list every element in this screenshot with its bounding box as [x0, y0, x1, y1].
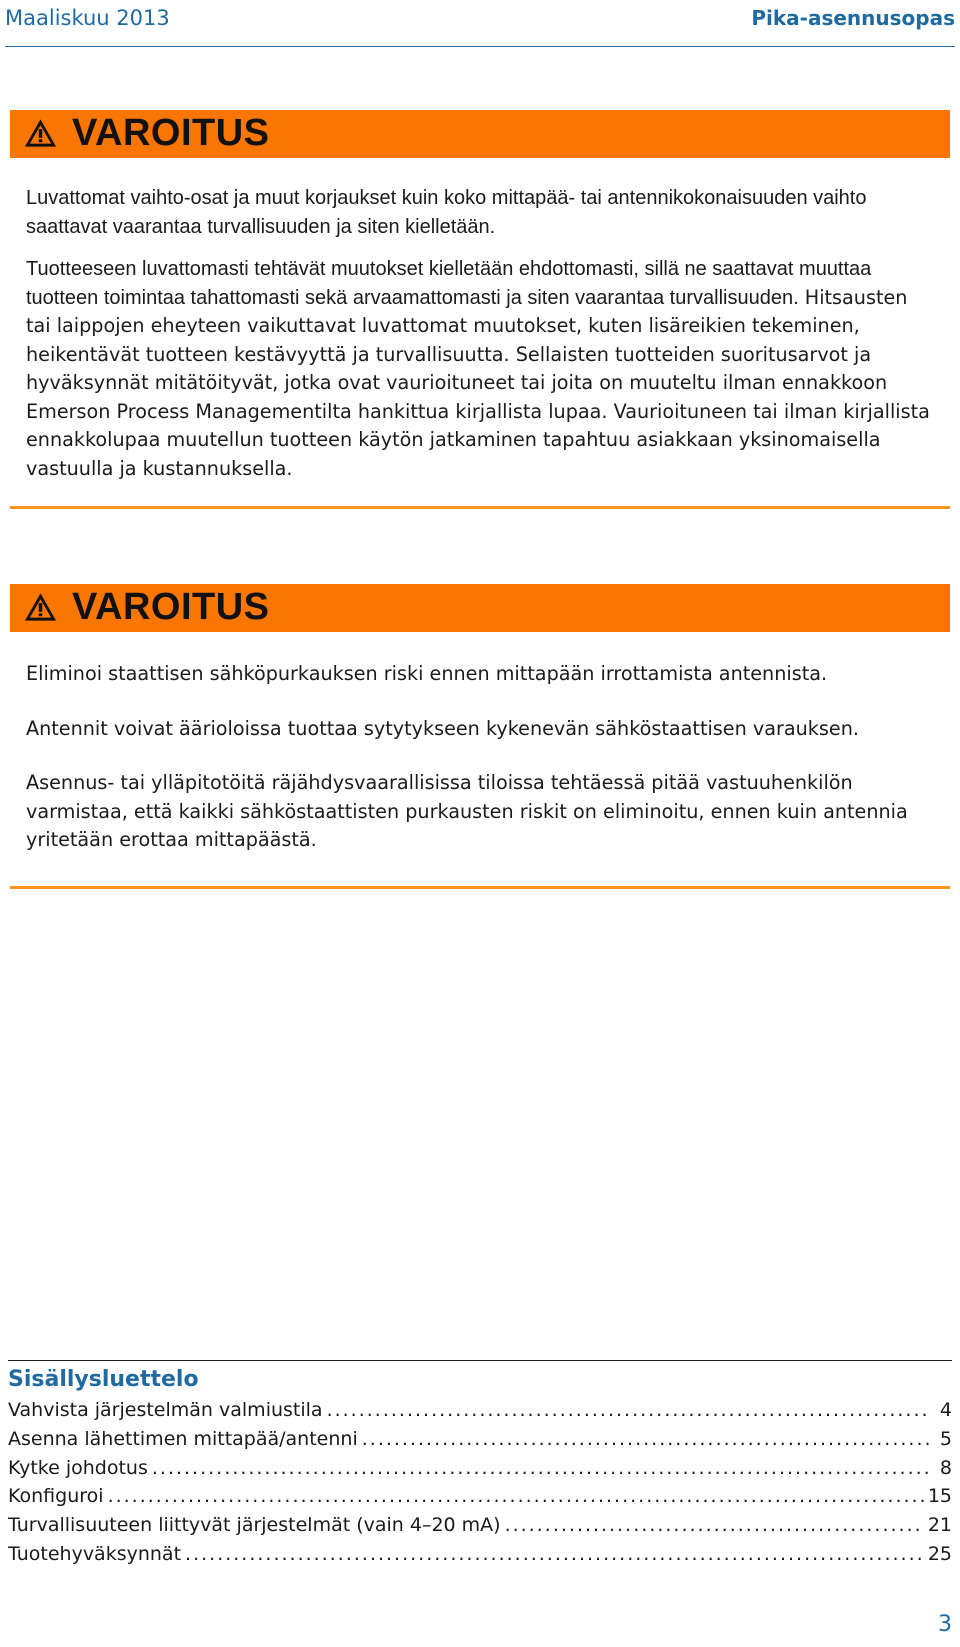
section-divider	[10, 886, 950, 889]
toc-entry-label: Vahvista järjestelmän valmiustila	[8, 1399, 323, 1421]
warning-paragraph: Hitsausten tai laippojen eheyteen vaikuttavat luvattomat muutokset, kuten lisäreikien tekeminen, heikentävät tuotteen kestävyyttä ja turvallisuutta. Sellaisten tuotteiden suoritusarvot ja hyväksynnät mitätöityvät, jotka ovat vaurioituneet tai joita on muuteltu ilman ennakkoon Emerson Process Managementilta hankittua kirjallista lupaa. Vaurioituneen tai ilman kirjallista ennakkolupaa muutellun tuotteen käytön jatkaminen tapahtuu asiakkaan yksinomaisella vastuulla ja kustannuksella.	[26, 285, 930, 480]
toc-entry-page: 8	[939, 1456, 952, 1479]
toc-entry[interactable]	[8, 1457, 952, 1486]
toc-entry[interactable]	[8, 1514, 952, 1543]
toc-divider	[8, 1360, 952, 1361]
section-divider	[10, 506, 950, 509]
toc-entry-page: 4	[939, 1399, 952, 1421]
warning-paragraph: Asennus- tai ylläpitotöitä räjähdysvaarallisissa tiloissa tehtäessä pitää vastuuhenkilön varmistaa, että kaikki sähköstaattisten purkausten riskit on eliminoitu, ennen kuin antennia yritetään erottaa mittapäästä.	[26, 771, 908, 851]
warning-box-2	[10, 584, 950, 855]
warning-paragraph: Tuotteeseen luvattomasti tehtävät muutokset kielletään ehdottomasti, sillä ne saattavat muuttaa tuotteen toimintaa tahattomasti sekä arvaamattomasti ja siten vaarantaa turvallisuuden.	[26, 258, 872, 309]
toc-entry-page: 5	[939, 1427, 952, 1450]
warning-bar	[10, 110, 950, 158]
warning-title: VAROITUS	[72, 112, 270, 154]
toc-entry-label: Asenna lähettimen mittapää/antenni	[8, 1427, 358, 1450]
toc-entry-page: 25	[927, 1542, 952, 1565]
warning-paragraph: Luvattomat vaihto-osat ja muut korjaukset kuin koko mittapää- tai antennikokonaisuuden vaihto saattavat vaarantaa turvallisuuden ja siten kielletään.	[26, 187, 867, 238]
toc-entry-page: 21	[927, 1514, 952, 1537]
warning-bar	[10, 584, 950, 632]
toc-entry-label: Konfiguroi	[8, 1485, 104, 1508]
warning-triangle-icon	[24, 592, 57, 622]
warning-title: VAROITUS	[72, 586, 270, 628]
toc-leader-dots	[327, 1399, 930, 1421]
header-doc-title: Pika-asennusopas	[751, 6, 955, 30]
toc-entry[interactable]	[8, 1428, 952, 1457]
warning-paragraph: Eliminoi staattisen sähköpurkauksen riski ennen mittapään irrottamista antennista.	[26, 662, 828, 685]
warning-paragraph: Antennit voivat äärioloissa tuottaa sytytykseen kykenevän sähköstaattisen varauksen.	[26, 716, 859, 740]
toc-leader-dots	[505, 1514, 924, 1536]
header-date: Maaliskuu 2013	[5, 6, 170, 30]
toc-leader-dots	[152, 1457, 930, 1479]
toc-entry[interactable]	[8, 1485, 952, 1514]
toc-entry[interactable]	[8, 1399, 952, 1428]
page-number: 3	[938, 1612, 952, 1637]
toc-title: Sisällysluettelo	[8, 1367, 199, 1392]
toc-entry[interactable]	[8, 1543, 952, 1572]
warning-paragraph-group	[10, 255, 950, 483]
table-of-contents	[8, 1360, 952, 1572]
toc-leader-dots	[362, 1428, 930, 1450]
toc-entry-label: Turvallisuuteen liittyvät järjestelmät (vain 4–20 mA)	[8, 1514, 501, 1537]
toc-entry-label: Tuotehyväksynnät	[8, 1542, 182, 1565]
page-header	[5, 0, 955, 47]
toc-leader-dots	[108, 1485, 924, 1507]
toc-leader-dots	[185, 1543, 924, 1565]
warning-triangle-icon	[24, 118, 57, 148]
toc-entry-page: 15	[927, 1485, 952, 1508]
toc-entry-label: Kytke johdotus	[8, 1456, 148, 1479]
warning-box-1	[10, 110, 950, 483]
